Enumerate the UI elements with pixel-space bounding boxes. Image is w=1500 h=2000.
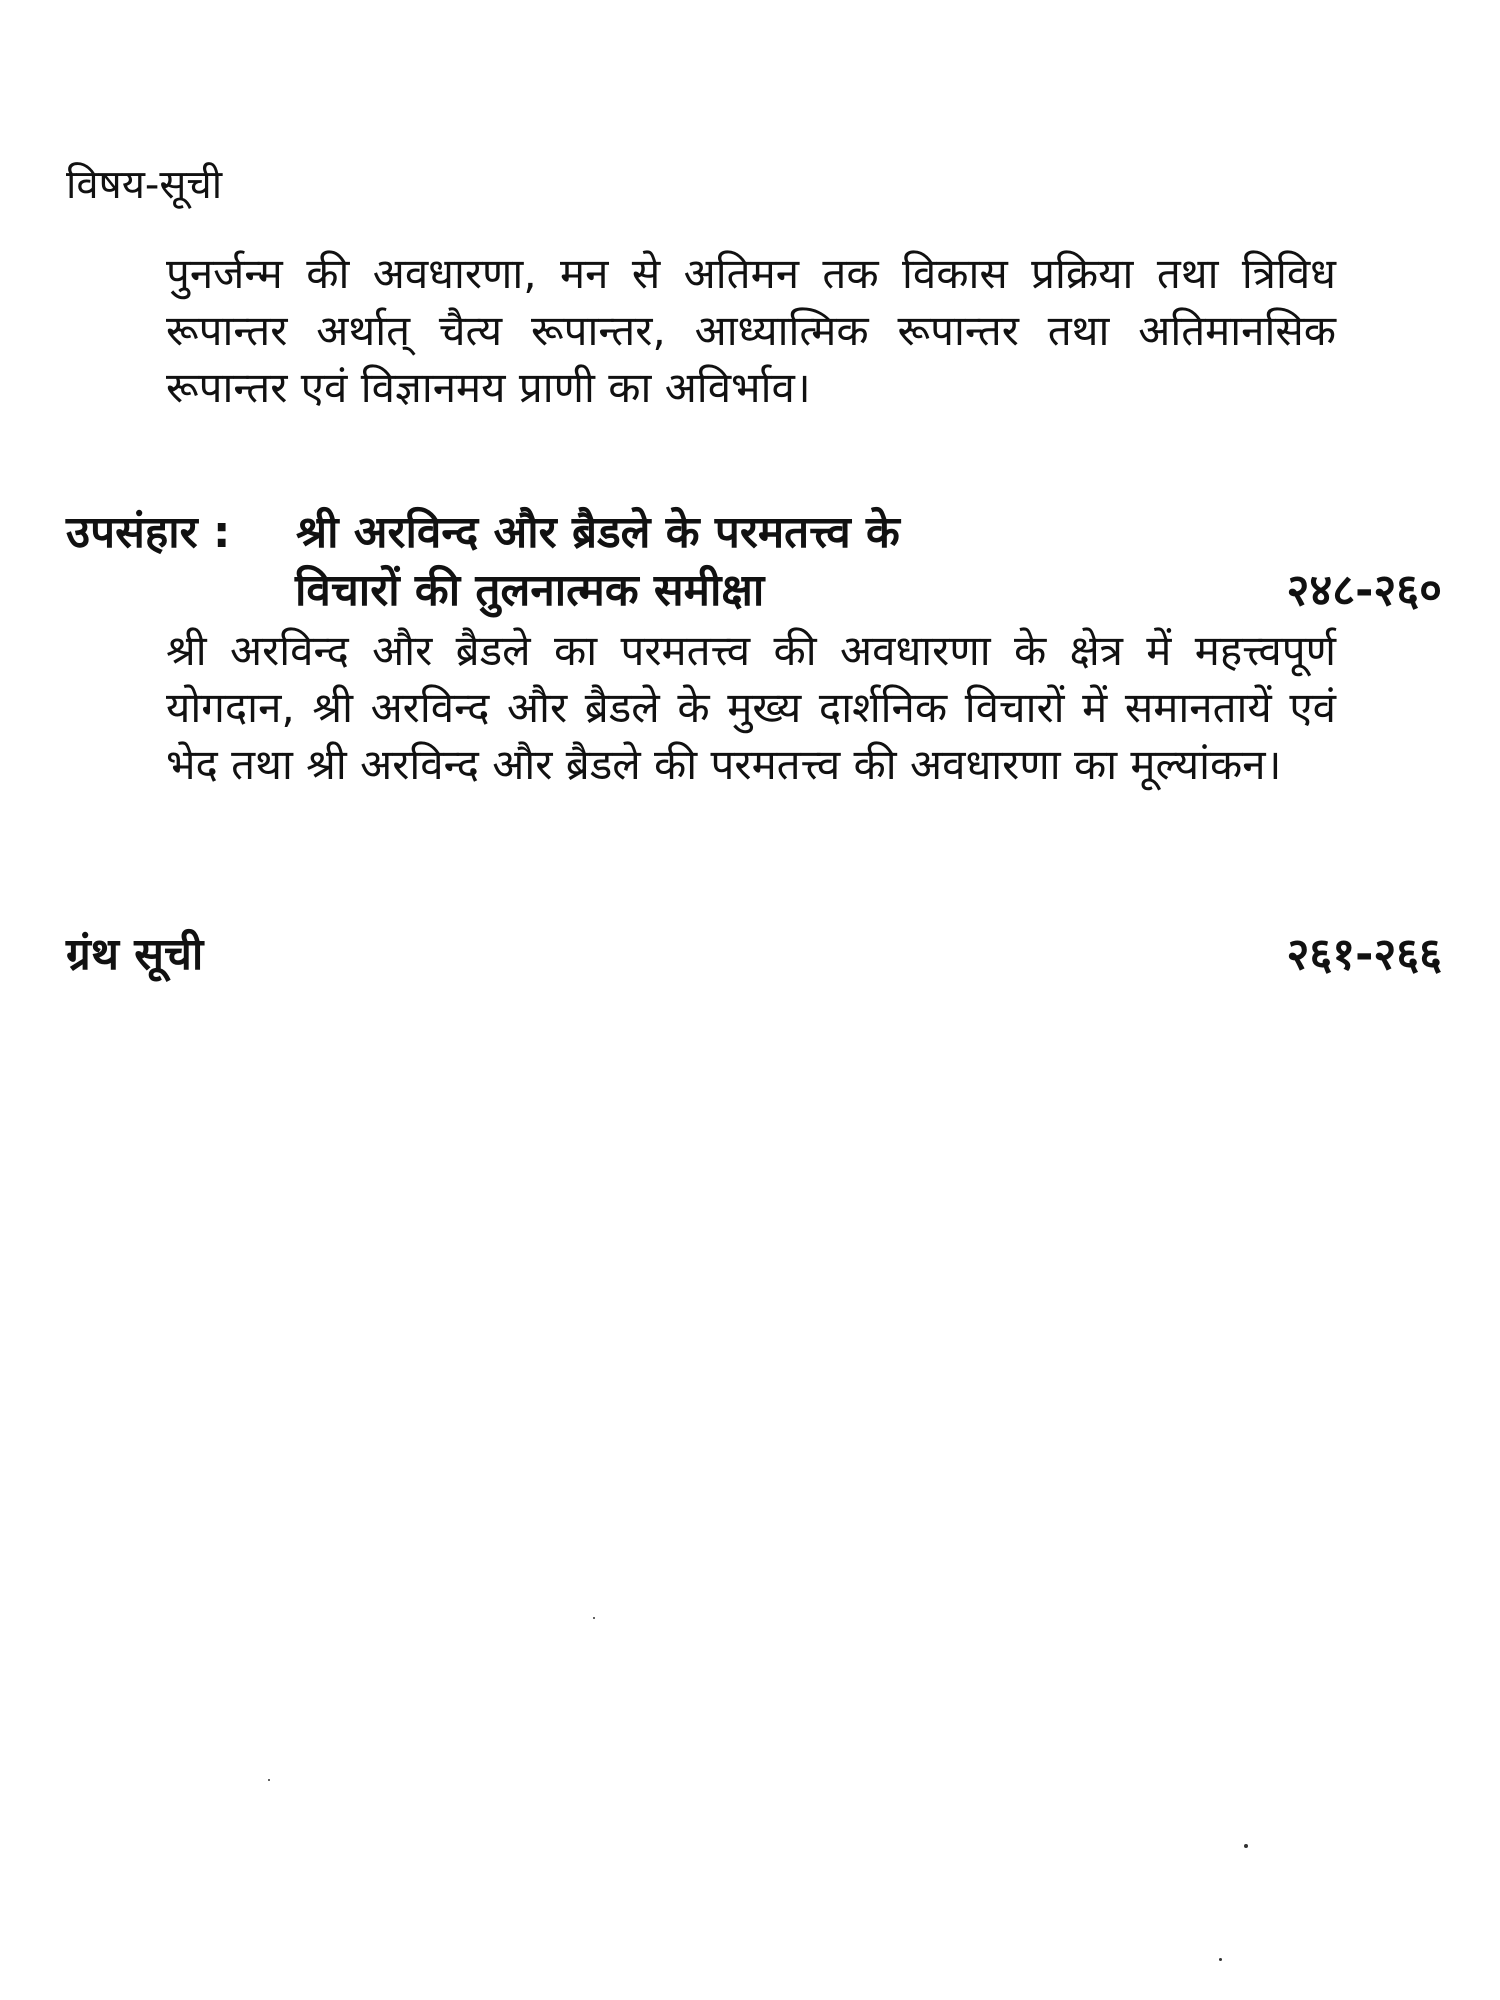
- conclusion-title-line1: श्री अरविन्द और ब्रैडले के परमतत्त्व के: [296, 507, 900, 558]
- scan-speck: [1244, 1844, 1248, 1848]
- bibliography-label: ग्रंथ सूची: [66, 929, 204, 980]
- conclusion-description: श्री अरविन्द और ब्रैडले का परमतत्त्व की अवधारणा के क्षेत्र में महत्त्वपूर्ण योगदान, श्री अरविन्द और ब्रैडले के मुख्य दार्शनिक विचारों में समानतायें एवं भेद तथा श्री अरविन्द और ब्रैडले की परमतत्त्व की अवधारणा का मूल्यांकन।: [166, 626, 1336, 789]
- bibliography-page-range: २६१-२६६: [1286, 929, 1442, 980]
- page-header: विषय-सूची: [66, 162, 223, 208]
- conclusion-page-range: २४८-२६०: [1286, 565, 1442, 616]
- scan-speck: [268, 1779, 270, 1781]
- scan-speck: [593, 1617, 595, 1619]
- conclusion-label: उपसंहार :: [66, 507, 231, 558]
- scan-speck: [1219, 1958, 1222, 1961]
- conclusion-heading: [66, 500, 900, 560]
- section-description: पुनर्जन्म की अवधारणा, मन से अतिमन तक विकास प्रक्रिया तथा त्रिविध रूपान्तर अर्थात् चैत्य रूपान्तर, आध्यात्मिक रूपान्तर तथा अतिमानसिक रूपान्तर एवं विज्ञानमय प्राणी का अविर्भाव।: [166, 249, 1336, 412]
- conclusion-title-line2: विचारों की तुलनात्मक समीक्षा: [295, 565, 765, 616]
